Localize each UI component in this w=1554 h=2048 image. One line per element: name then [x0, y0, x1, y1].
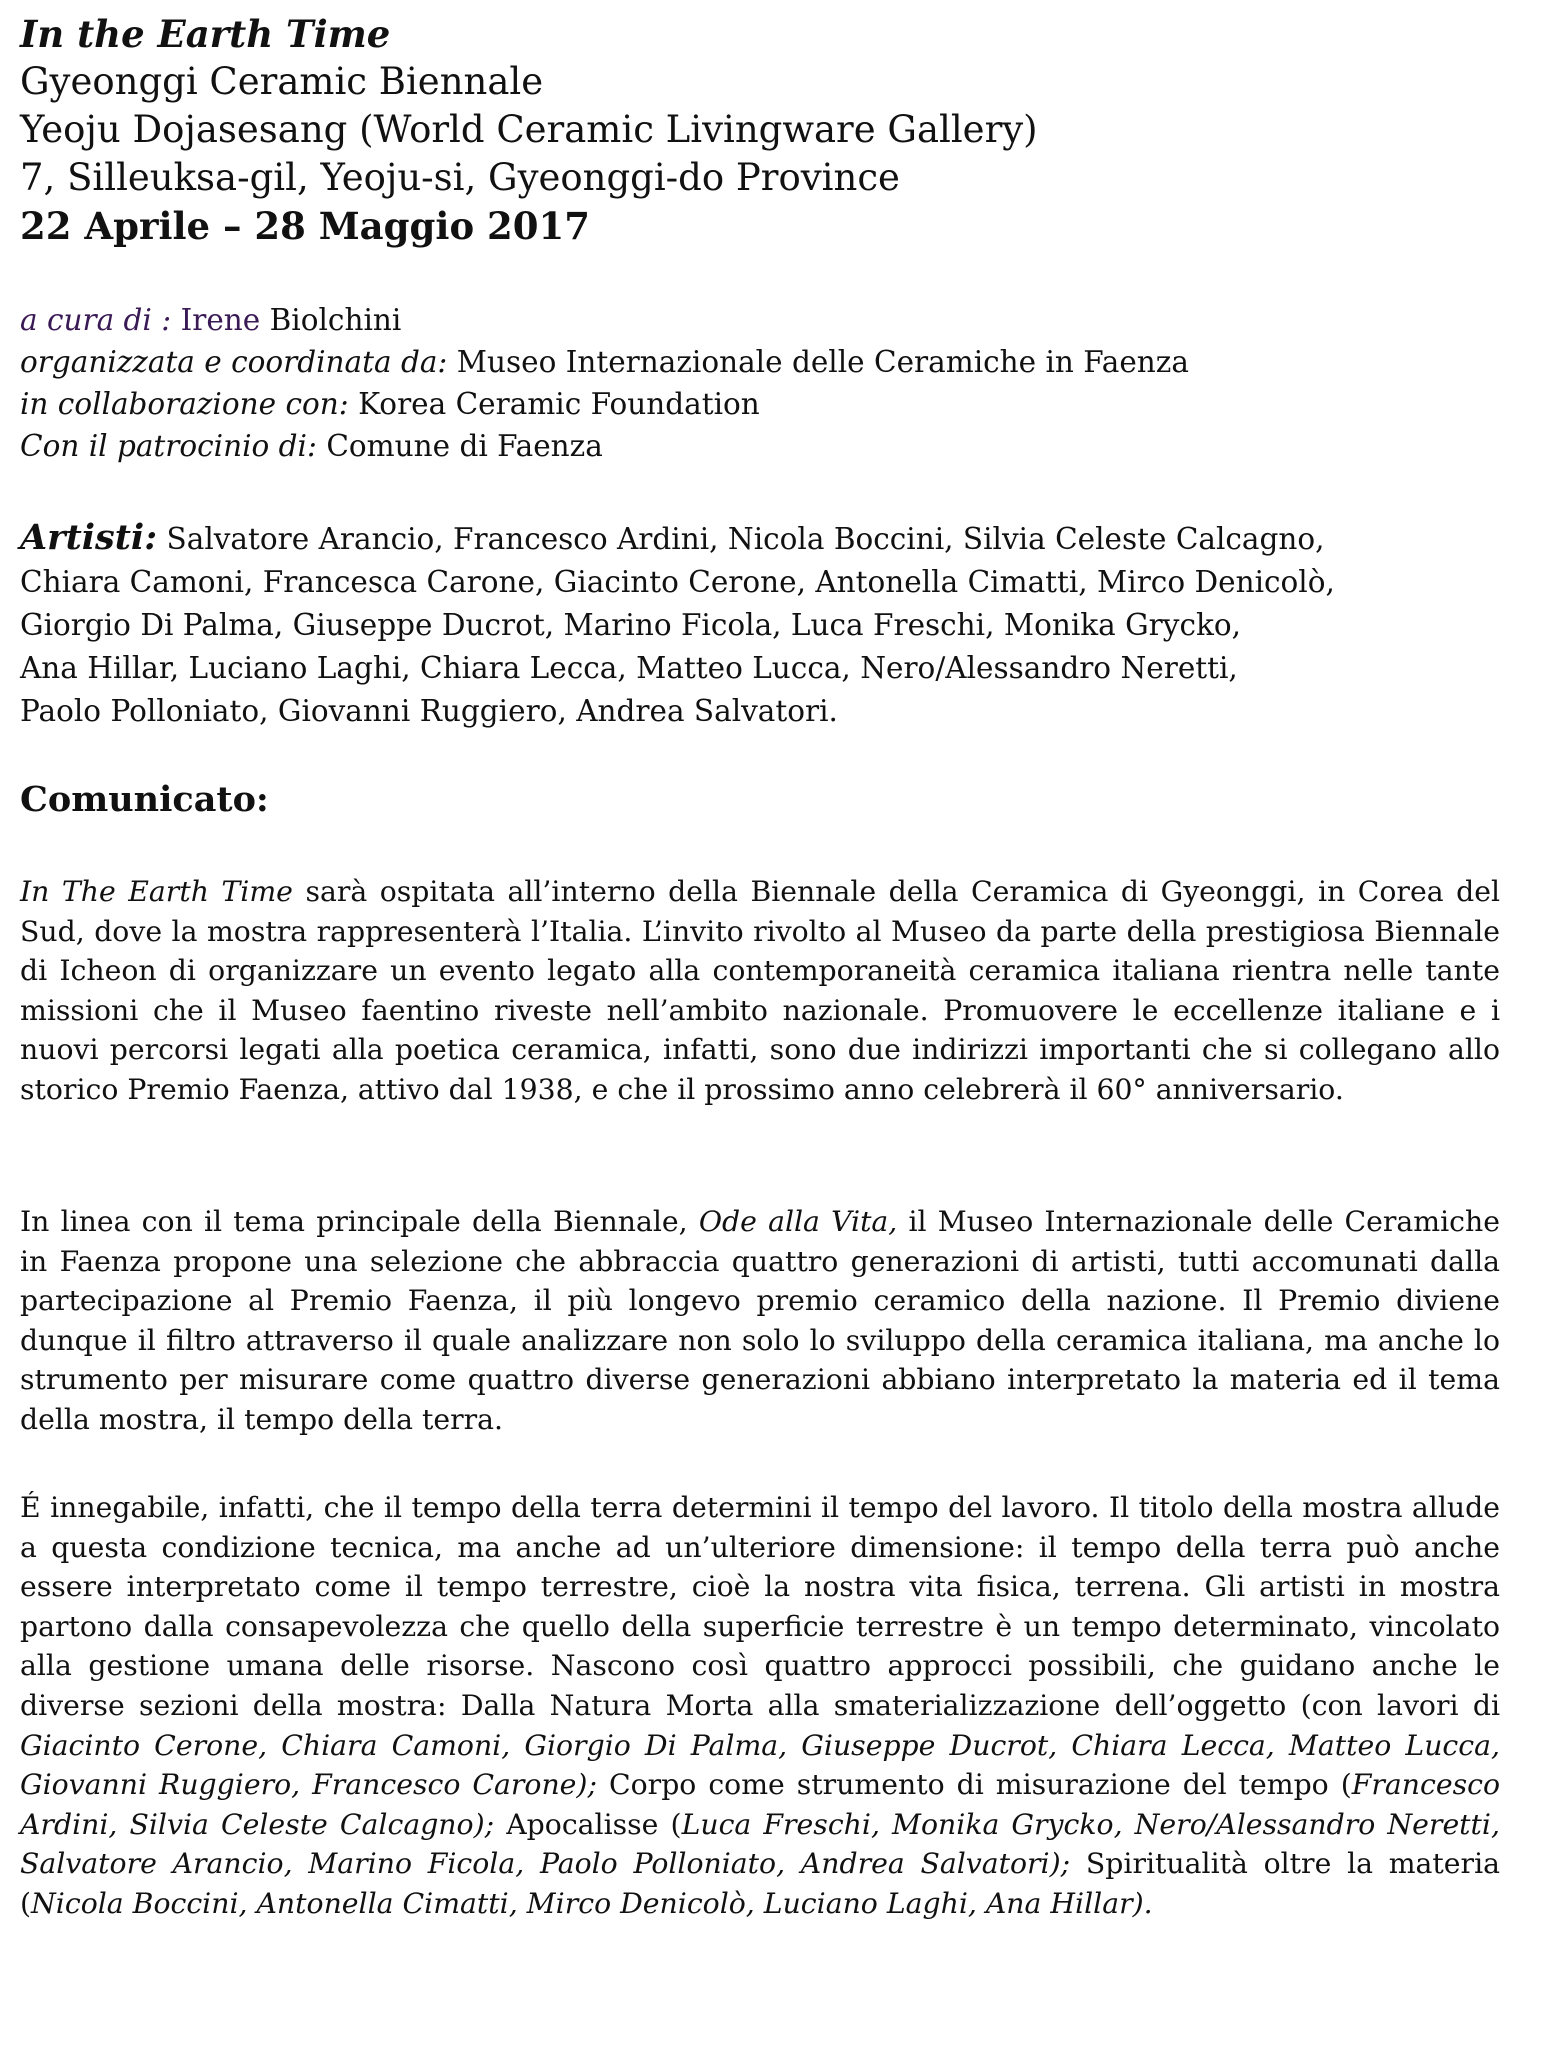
venue-name: Yeoju Dojasesang (World Ceramic Livingware Gallery) [20, 108, 1038, 151]
exhibition-dates: 22 Aprile – 28 Maggio 2017 [20, 204, 590, 248]
organized-label: organizzata e coordinata da: [20, 345, 448, 379]
patronage-label: Con il patrocinio di: [20, 429, 317, 463]
artists-line-5: Paolo Polloniato, Giovanni Ruggiero, Andrea Salvatori. [20, 694, 838, 728]
curator-line [20, 300, 401, 340]
paragraph-1-lead: In The Earth Time [20, 875, 293, 908]
paragraph-3-text-b: Corpo come strumento di misurazione del tempo ( [597, 1768, 1352, 1802]
paragraph-3-italic-d: Nicola Boccini, Antonella Cimatti, Mirco Denicolò, Luciano Laghi, Ana Hillar). [31, 1886, 1153, 1920]
paragraph-3-text-c: Apocalisse ( [494, 1807, 682, 1841]
organized-value: Museo Internazionale delle Ceramiche in Faenza [447, 345, 1189, 379]
collaboration-line [20, 384, 760, 424]
exhibition-title: In the Earth Time [20, 12, 391, 56]
paragraph-3-text-a: É innegabile, infatti, che il tempo della terra determini il tempo del lavoro. Il titolo della mostra allude a questa condizione tecnica, ma anche ad un’ulteriore dimensione: il tempo della terra può anche essere interpretato come il tempo terrestre, cioè la nostra vita fisica, terrena. Gli artisti in mostra partono dalla consapevolezza che quello della superficie terrestre è un tempo determinato, vincolato alla gestione umana delle risorse. Nascono così quattro approcci possibili, che guidano anche le diverse sezioni della mostra: Dalla Natura Morta alla smaterializzazione dell’oggetto (con lavori di [20, 1491, 1500, 1722]
artists-text-1: Salvatore Arancio, Francesco Ardini, Nicola Boccini, Silvia Celeste Calcagno, [157, 522, 1325, 556]
paragraph-2-text-a: In linea con il tema principale della Biennale, [20, 1205, 699, 1238]
artists-line-2: Chiara Camoni, Francesca Carone, Giacinto Cerone, Antonella Cimatti, Mirco Denicolò, [20, 565, 1335, 599]
paragraph-2-text-b: il Museo Internazionale delle Ceramiche in Faenza propone una selezione che abbraccia quattro generazioni di artisti, tutti accomunati dalla partecipazione al Premio Faenza, il più longevo premio ceramico della nazione. Il Premio diviene dunque il filtro attraverso il quale analizzare non solo lo sviluppo della ceramica italiana, ma anche lo strumento per misurare come quattro diverse generazioni abbiano interpretato la materia ed il tema della mostra, il tempo della terra. [20, 1205, 1500, 1436]
event-name: Gyeonggi Ceramic Biennale [20, 60, 544, 103]
paragraph-2-italic: Ode alla Vita, [698, 1205, 898, 1238]
patronage-value: Comune di Faenza [316, 429, 603, 463]
paragraph-3-italic-c: Luca Freschi, Monika Grycko, Nero/Alessandro Neretti, Salvatore Arancio, Marino Ficola, Paolo Polloniato, Andrea Salvatori); [20, 1807, 1500, 1881]
curator-first-name: Irene [171, 303, 261, 337]
artists-line-1 [20, 518, 1325, 559]
paragraph-3-italic-b: Francesco Ardini, Silvia Celeste Calcagno); [20, 1768, 1501, 1841]
paragraph-1 [20, 872, 1500, 1110]
artists-label: Artisti: [20, 517, 158, 558]
curator-last-name: Biolchini [260, 303, 402, 337]
artists-line-3: Giorgio Di Palma, Giuseppe Ducrot, Marino Ficola, Luca Freschi, Monika Grycko, [20, 608, 1241, 642]
paragraph-1-text: sarà ospitata all’interno della Biennale della Ceramica di Gyeonggi, in Corea del Sud, dove la mostra rappresenterà l’Italia. L’invito rivolto al Museo da parte della prestigiosa Biennale di Icheon di organizzare un evento legato alla contemporaneità ceramica italiana rientra nelle tante missioni che il Museo faentino riveste nell’ambito nazionale. Promuovere le eccellenze italiane e i nuovi percorsi legati alla poetica ceramica, infatti, sono due indirizzi importanti che si collegano allo storico Premio Faenza, attivo dal 1938, e che il prossimo anno celebrerà il 60° anniversario. [20, 875, 1500, 1106]
patronage-line [20, 426, 603, 466]
organized-line [20, 342, 1189, 382]
venue-address: 7, Silleuksa-gil, Yeoju-si, Gyeonggi-do Province [20, 156, 900, 199]
paragraph-3-italic-a: Giacinto Cerone, Chiara Camoni, Giorgio Di Palma, Giuseppe Ducrot, Chiara Lecca, Matteo Lucca, Giovanni Ruggiero, Francesco Carone); [20, 1728, 1500, 1802]
paragraph-2 [20, 1202, 1500, 1440]
artists-line-4: Ana Hillar, Luciano Laghi, Chiara Lecca, Matteo Lucca, Nero/Alessandro Neretti, [20, 651, 1238, 685]
collaboration-value: Korea Ceramic Foundation [348, 387, 760, 421]
collaboration-label: in collaborazione con: [20, 387, 349, 421]
paragraph-3-text-d: Spiritualità oltre la materia ( [20, 1847, 1500, 1920]
paragraph-3 [20, 1488, 1500, 1924]
curator-label: a cura di : [20, 303, 172, 337]
section-title: Comunicato: [20, 779, 269, 820]
